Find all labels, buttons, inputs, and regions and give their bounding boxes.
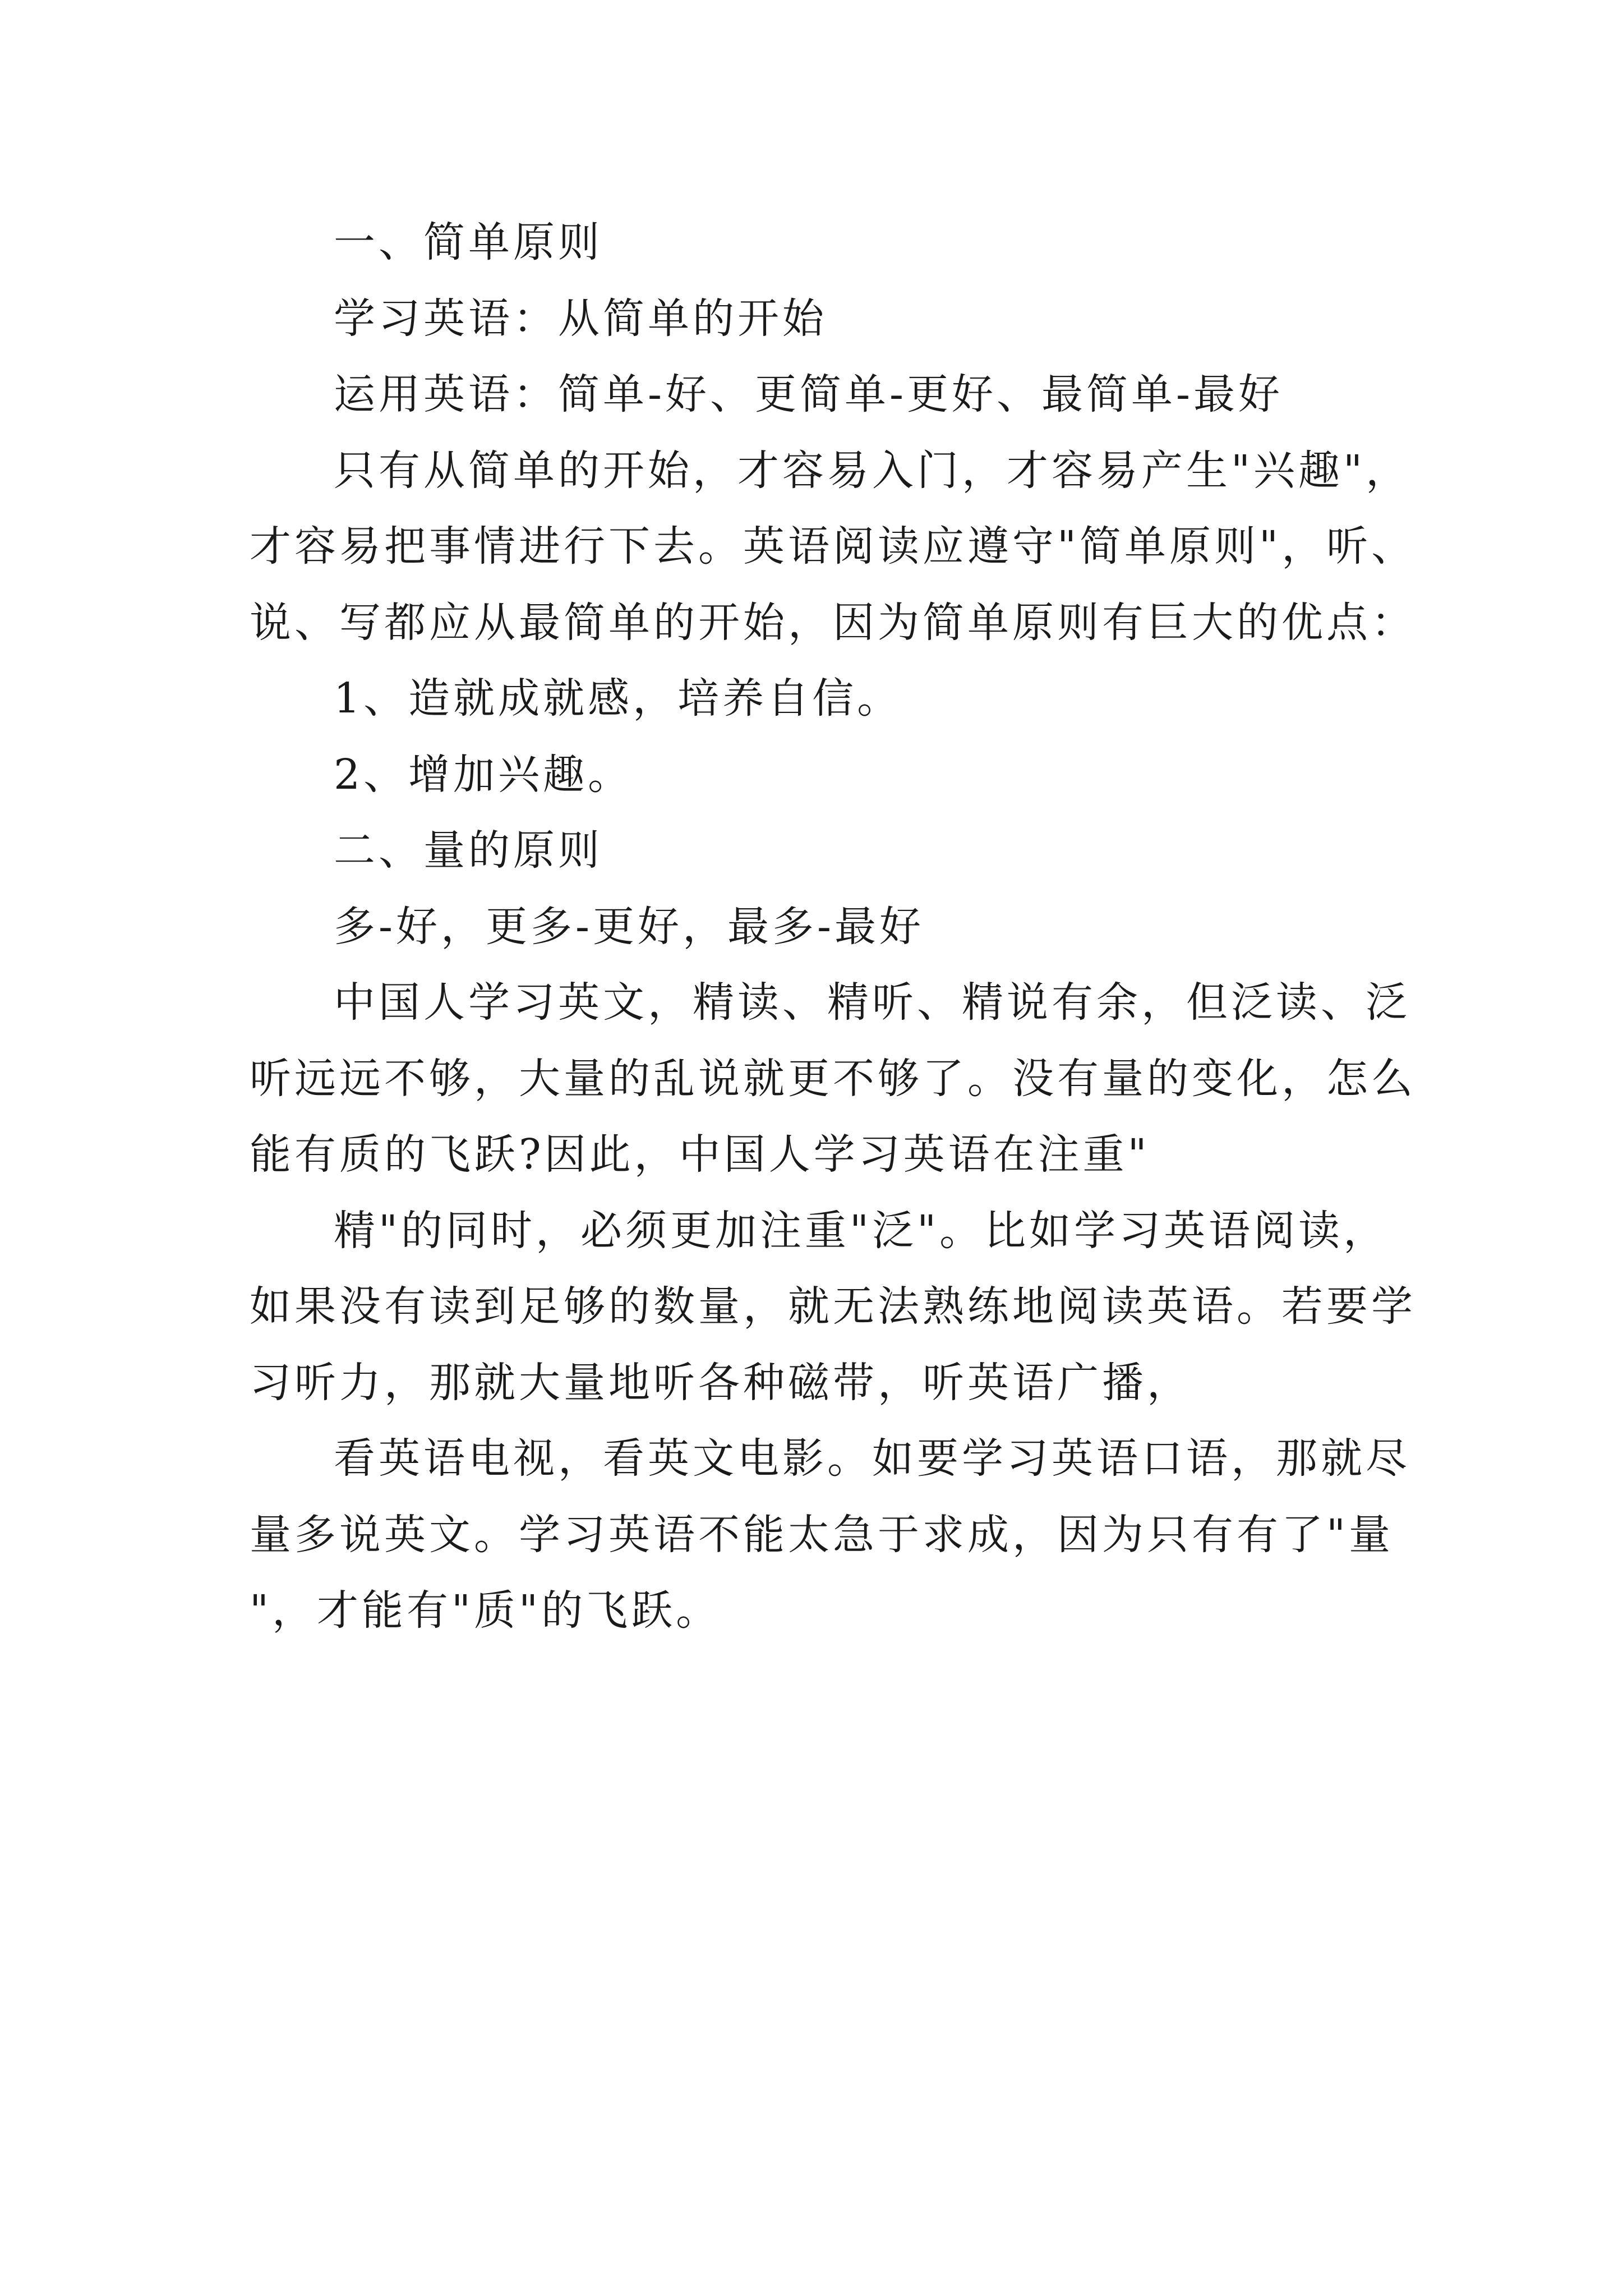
body-line: 中国人学习英文，精读、精听、精说有余，但泛读、泛 (334, 978, 1410, 1027)
body-line: 能有质的飞跃?因此，中国人学习英语在注重" (250, 1130, 1150, 1179)
list-item: 2、增加兴趣。 (334, 750, 633, 799)
body-line: 精"的同时，必须更加注重"泛"。比如学习英语阅读， (334, 1206, 1389, 1255)
body-line: 听远远不够，大量的乱说就更不够了。没有量的变化，怎么 (250, 1054, 1416, 1103)
body-line: 习听力，那就大量地听各种磁带，听英语广播， (250, 1358, 1192, 1407)
list-item: 1、造就成就感，培养自信。 (334, 674, 902, 723)
body-line: 只有从简单的开始，才容易入门，才容易产生"兴趣"， (334, 446, 1411, 495)
document-body (250, 205, 1417, 1649)
body-line: 学习英语：从简单的开始 (334, 294, 827, 343)
section-heading: 一、简单原则 (334, 218, 603, 266)
body-line: 看英语电视，看英文电影。如要学习英语口语，那就尽 (334, 1434, 1410, 1483)
body-line: 量多说英文。学习英语不能太急于求成，因为只有有了"量 (250, 1510, 1394, 1559)
body-line: "，才能有"质"的飞跃。 (250, 1586, 721, 1635)
body-line: 如果没有读到足够的数量，就无法熟练地阅读英语。若要学 (250, 1282, 1416, 1331)
body-line: 才容易把事情进行下去。英语阅读应遵守"简单原则"，听、 (250, 522, 1417, 570)
body-line: 运用英语：简单-好、更简单-更好、最简单-最好 (334, 370, 1284, 418)
body-line: 多-好，更多-更好，最多-最好 (334, 902, 925, 951)
section-heading: 二、量的原则 (334, 826, 603, 875)
body-line: 说、写都应从最简单的开始，因为简单原则有巨大的优点： (250, 598, 1416, 647)
